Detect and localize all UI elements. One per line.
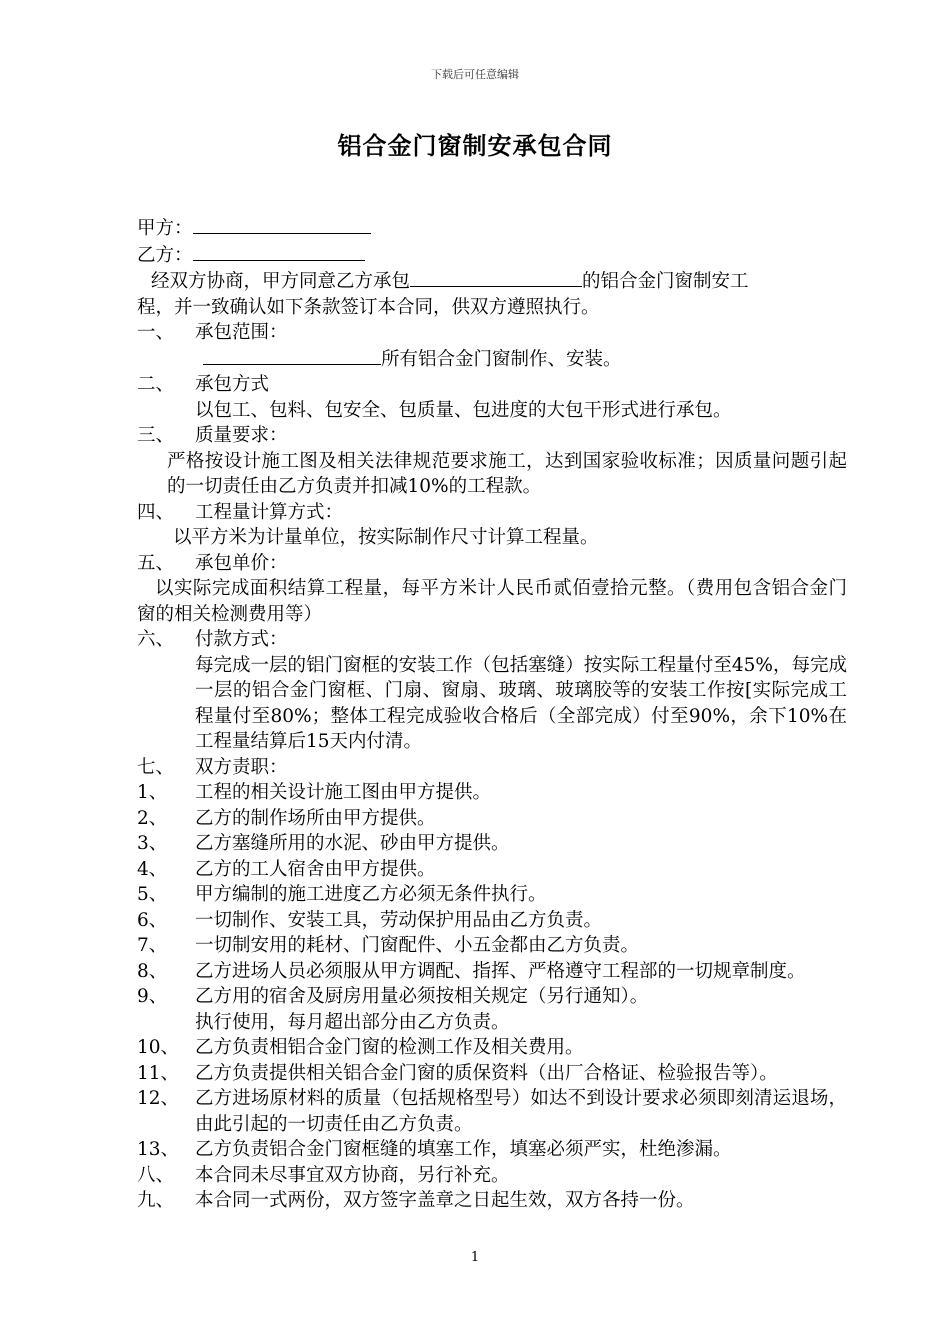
project-blank	[410, 268, 582, 287]
list-item-number: 8、	[137, 960, 168, 982]
section-1-text: 所有铝合金门窗制作、安装。	[381, 348, 622, 370]
section-2-heading	[137, 372, 847, 398]
list-item-text: 乙方负责铝合金门窗框缝的填塞工作，填塞必须严实，杜绝渗漏。	[195, 1139, 732, 1160]
list-item-text: 一切制作、安装工具，劳动保护用品由乙方负责。	[195, 909, 603, 931]
list-item-text: 乙方的工人宿舍由甲方提供。	[195, 858, 436, 880]
list-item-number: 4、	[137, 858, 168, 880]
duties-list	[137, 780, 847, 1163]
list-item	[137, 1035, 847, 1061]
section-title: 承包范围：	[195, 322, 288, 343]
list-item	[137, 908, 847, 934]
section-title: 本合同未尽事宜双方协商，另行补充。	[195, 1164, 510, 1186]
page-number: 1	[470, 1250, 480, 1265]
list-item-text: 乙方塞缝所用的水泥、砂由甲方提供。	[195, 833, 510, 854]
intro-text-2: 的铝合金门窗制安工	[582, 271, 749, 292]
list-item-number: 1、	[137, 782, 168, 803]
list-item-text: 执行使用，每月超出部分由乙方负责。	[195, 1011, 510, 1033]
document-title: 铝合金门窗制安承包合同	[337, 131, 613, 160]
list-item-number: 6、	[137, 909, 168, 931]
list-item-text: 乙方进场原材料的质量（包括规格型号）如达不到设计要求必须即刻清运退场，由此引起的一切责任由乙方负责。	[195, 1088, 847, 1135]
list-item-text: 工程的相关设计施工图由甲方提供。	[195, 782, 492, 803]
section-title: 本合同一式两份，双方签字盖章之日起生效，双方各持一份。	[195, 1190, 695, 1211]
list-item-text: 乙方的制作场所由甲方提供。	[195, 807, 436, 829]
list-item	[137, 857, 847, 883]
section-5-heading	[137, 551, 847, 577]
section-6-body: 每完成一层的铝门窗框的安装工作（包括塞缝）按实际工程量付至45%，每完成一层的铝合金门窗框、门扇、窗扇、玻璃、玻璃胶等的安装工作按[实际完成工程量付至80%；整体工程完成验收合格后（全部完成）付至90%，余下10%在工程量结算后15天内付清。	[195, 654, 847, 752]
section-title: 承包单价：	[195, 552, 288, 574]
list-item-number: 13、	[137, 1139, 180, 1160]
section-4-body: 以平方米为计量单位，按实际制作尺寸计算工程量。	[173, 527, 599, 548]
list-item-text: 一切制安用的耗材、门窗配件、小五金都由乙方负责。	[195, 935, 640, 956]
list-item-number	[137, 1010, 195, 1036]
list-item-text: 甲方编制的施工进度乙方必须无条件执行。	[195, 884, 547, 905]
list-item-number: 9、	[137, 986, 168, 1007]
list-item-number: 11、	[137, 1062, 180, 1084]
section-9-heading	[137, 1188, 847, 1214]
list-item	[137, 959, 847, 985]
intro-line-1	[137, 268, 847, 295]
section-3-body: 严格按设计施工图及相关法律规范要求施工，达到国家验收标准；因质量问题引起的一切责任由乙方负责并扣减10%的工程款。	[167, 450, 847, 497]
party-a-blank	[193, 215, 371, 234]
section-title: 质量要求：	[195, 425, 288, 446]
list-item-number: 7、	[137, 935, 168, 956]
section-title: 承包方式	[195, 374, 270, 395]
list-item	[137, 1061, 847, 1087]
list-item	[137, 780, 847, 806]
party-b-line	[137, 242, 847, 269]
section-3-heading	[137, 423, 847, 449]
section-number: 九、	[137, 1190, 175, 1211]
section-5-body: 以实际完成面积结算工程量，每平方米计人民币贰佰壹拾元整。（费用包含铝合金门窗的相关检测费用等）	[137, 578, 847, 625]
list-item	[137, 882, 847, 908]
section-1-heading	[137, 320, 847, 346]
list-item-number: 5、	[137, 884, 168, 905]
list-item	[137, 806, 847, 832]
section-title: 工程量计算方式：	[195, 501, 344, 523]
list-item-number: 10、	[137, 1037, 180, 1058]
section-2-body: 以包工、包料、包安全、包质量、包进度的大包干形式进行承包。	[195, 399, 732, 421]
section-number: 五、	[137, 552, 175, 574]
section-number: 四、	[137, 501, 175, 523]
page-header: 下载后可任意编辑	[431, 68, 519, 81]
list-item	[137, 933, 847, 959]
list-item	[137, 1010, 847, 1036]
party-a-line	[137, 215, 847, 242]
party-a-label: 甲方：	[137, 218, 193, 239]
scope-blank	[203, 346, 381, 365]
section-1-body	[137, 346, 847, 373]
list-item-text: 乙方用的宿舍及厨房用量必须按相关规定（另行通知）。	[195, 986, 649, 1007]
section-number: 二、	[137, 374, 175, 395]
list-item	[137, 1137, 847, 1163]
list-item	[137, 1086, 847, 1137]
section-title: 双方责职：	[195, 756, 288, 778]
list-item-text: 乙方负责提供相关铝合金门窗的质保资料（出厂合格证、检验报告等）。	[195, 1062, 778, 1084]
section-7-heading	[137, 755, 847, 781]
party-b-label: 乙方：	[137, 244, 193, 266]
section-number: 八、	[137, 1164, 175, 1186]
section-number: 六、	[137, 629, 175, 650]
list-item-number: 3、	[137, 833, 168, 854]
section-title: 付款方式：	[195, 629, 288, 650]
section-number: 一、	[137, 322, 175, 343]
list-item-text: 乙方负责相铝合金门窗的检测工作及相关费用。	[195, 1037, 584, 1058]
intro-text-1: 经双方协商，甲方同意乙方承包	[151, 271, 411, 292]
section-number: 七、	[137, 756, 175, 778]
list-item-number: 12、	[137, 1088, 180, 1109]
section-4-heading	[137, 500, 847, 526]
party-b-blank	[193, 242, 365, 261]
list-item-text: 乙方进场人员必须服从甲方调配、指挥、严格遵守工程部的一切规章制度。	[195, 960, 806, 982]
intro-line-2: 程，并一致确认如下条款签订本合同，供双方遵照执行。	[137, 296, 600, 318]
list-item-number: 2、	[137, 807, 168, 829]
section-number: 三、	[137, 425, 175, 446]
section-6-heading	[137, 627, 847, 653]
list-item	[137, 831, 847, 857]
section-8-heading	[137, 1163, 847, 1189]
contract-body	[137, 215, 847, 1214]
list-item	[137, 984, 847, 1010]
